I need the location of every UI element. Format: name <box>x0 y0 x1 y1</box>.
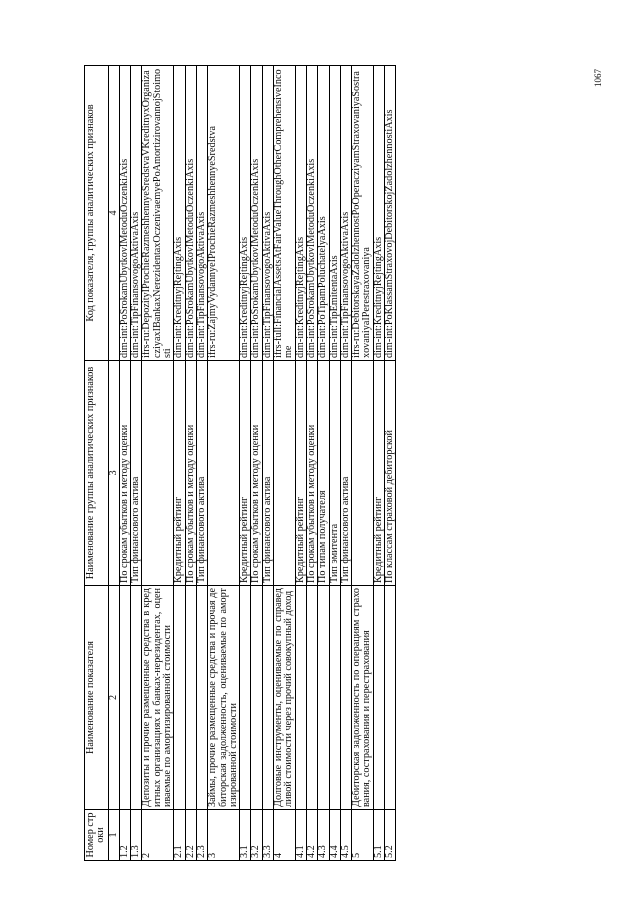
code-cell: ifrs-ru:DebitorskayaZadolzhennostPoOperacziyamStraxovaniyaSostraxovaniyaIPerestraxovaniya <box>352 66 374 361</box>
table-row <box>318 66 329 861</box>
table-row <box>385 66 396 861</box>
table-row <box>208 66 240 861</box>
indicator-name-cell <box>329 586 340 810</box>
group-name-cell: Тип эмитента <box>329 361 340 586</box>
indicator-name-cell <box>262 586 273 810</box>
indicator-name-cell <box>131 586 142 810</box>
indicator-name-cell <box>185 586 196 810</box>
indicator-name-cell: Дебиторская задолженность по операциям страхования, сострахования и перестрахования <box>352 586 374 810</box>
group-name-cell <box>274 361 296 586</box>
table-row <box>340 66 351 861</box>
indicator-name-cell <box>385 586 396 810</box>
code-cell: ifrs-ru:ZajmyVydannyeIProchieRazmeshhennyeSredstva <box>208 66 240 361</box>
group-name-cell: По срокам убытков и методу оценки <box>251 361 262 586</box>
col-index: 2 <box>108 586 119 810</box>
row-number-cell: 4.4 <box>329 810 340 861</box>
group-name-cell: Кредитный рейтинг <box>373 361 384 586</box>
indicator-name-cell: Депозиты и прочие размещенные средства в кредитных организациях и банках-нерезидентах, оцениваемые по амортизированной стоимости <box>142 586 174 810</box>
table-row <box>373 66 384 861</box>
indicator-name-cell <box>119 586 130 810</box>
row-number-cell: 1.2 <box>119 810 130 861</box>
group-name-cell: Кредитный рейтинг <box>174 361 185 586</box>
row-number-cell: 4.5 <box>340 810 351 861</box>
code-cell: dim-int:KreditnyjRejtingAxis <box>295 66 306 361</box>
group-name-cell: По классам страховой дебиторской <box>385 361 396 586</box>
row-number-cell: 3 <box>208 810 240 861</box>
col-index: 4 <box>108 66 119 361</box>
indicator-name-cell <box>251 586 262 810</box>
col-index: 1 <box>108 810 119 861</box>
group-name-cell: Тип финансового актива <box>196 361 207 586</box>
row-number-cell: 5.2 <box>385 810 396 861</box>
row-number-cell: 3.1 <box>240 810 251 861</box>
code-cell: dim-int:PoSrokamUbytkovIMetoduOczenkiAxis <box>185 66 196 361</box>
table-row <box>174 66 185 861</box>
indicator-name-cell: Долговые инструменты, оцениваемые по справедливой стоимости через прочий совокупный доход <box>274 586 296 810</box>
code-cell: dim-int:TipFinansovogoAktivaAxis <box>262 66 273 361</box>
table-row <box>119 66 130 861</box>
table-column-index-row <box>108 66 119 861</box>
row-number-cell: 4.1 <box>295 810 306 861</box>
group-name-cell: По типам получателя <box>318 361 329 586</box>
code-cell: dim-int:TipEmitentaAxis <box>329 66 340 361</box>
indicator-name-cell <box>174 586 185 810</box>
table-row <box>142 66 174 861</box>
group-name-cell: Тип финансового актива <box>340 361 351 586</box>
code-cell: dim-int:KreditnyjRejtingAxis <box>240 66 251 361</box>
group-name-cell <box>352 361 374 586</box>
code-cell: ifrs-ru:DepozityIProchieRazmeshhennyeSredstvaVKreditnyxOrganizacziyaxIBankaxNerezidentaxOczenivaemyePoAmortizirovannojStoimosti <box>142 66 174 361</box>
group-name-cell <box>142 361 174 586</box>
table-row <box>306 66 317 861</box>
indicator-name-cell <box>318 586 329 810</box>
header-indicator-name: Наименование показателя <box>85 586 109 810</box>
table-row <box>251 66 262 861</box>
row-number-cell: 2.1 <box>174 810 185 861</box>
group-name-cell: По срокам убытков и методу оценки <box>119 361 130 586</box>
code-cell: dim-int:TipFinansovogoAktivaAxis <box>196 66 207 361</box>
code-cell: dim-int:KreditnyjRejtingAxis <box>174 66 185 361</box>
table-row <box>131 66 142 861</box>
table-row <box>262 66 273 861</box>
indicator-name-cell: Займы, прочие размещенные средства и прочая дебиторская задолженность, оцениваемые по амортизированной стоимости <box>208 586 240 810</box>
table-body <box>119 66 395 861</box>
page-number: 1067 <box>593 69 603 87</box>
row-number-cell: 4 <box>274 810 296 861</box>
code-cell: dim-int:TipFinansovogoAktivaAxis <box>340 66 351 361</box>
table-row <box>185 66 196 861</box>
group-name-cell: Кредитный рейтинг <box>295 361 306 586</box>
indicator-name-cell <box>196 586 207 810</box>
code-cell: dim-int:PoSrokamUbytkovIMetoduOczenkiAxis <box>119 66 130 361</box>
code-cell: dim-int:PoSrokamUbytkovIMetoduOczenkiAxis <box>251 66 262 361</box>
row-number-cell: 1.3 <box>131 810 142 861</box>
table-row <box>352 66 374 861</box>
code-cell: dim-int:PoTipamPoluchatelyaAxis <box>318 66 329 361</box>
rotated-table-container <box>84 66 584 861</box>
table-row <box>274 66 296 861</box>
col-index: 3 <box>108 361 119 586</box>
table-header-row <box>85 66 109 861</box>
header-code: Код показателя, группы аналитических признаков <box>85 66 109 361</box>
header-row-number: Номер строки <box>85 810 109 861</box>
indicator-table <box>84 65 396 861</box>
row-number-cell: 4.2 <box>306 810 317 861</box>
row-number-cell: 2.2 <box>185 810 196 861</box>
table-row <box>295 66 306 861</box>
indicator-name-cell <box>295 586 306 810</box>
row-number-cell: 3.3 <box>262 810 273 861</box>
indicator-name-cell <box>240 586 251 810</box>
group-name-cell: Тип финансового актива <box>131 361 142 586</box>
row-number-cell: 2 <box>142 810 174 861</box>
table-row <box>329 66 340 861</box>
row-number-cell: 2.3 <box>196 810 207 861</box>
group-name-cell <box>208 361 240 586</box>
code-cell: dim-int:PoKlassamStraxovojDebitorskojZadolzhennostiAxis <box>385 66 396 361</box>
indicator-name-cell <box>340 586 351 810</box>
row-number-cell: 4.3 <box>318 810 329 861</box>
code-cell: dim-int:TipFinansovogoAktivaAxis <box>131 66 142 361</box>
group-name-cell: Тип финансового актива <box>262 361 273 586</box>
code-cell: dim-int:PoSrokamUbytkovIMetoduOczenkiAxis <box>306 66 317 361</box>
code-cell: dim-int:KreditnyjRejtingAxis <box>373 66 384 361</box>
table-row <box>240 66 251 861</box>
row-number-cell: 5.1 <box>373 810 384 861</box>
indicator-name-cell <box>306 586 317 810</box>
group-name-cell: По срокам убытков и методу оценки <box>306 361 317 586</box>
row-number-cell: 3.2 <box>251 810 262 861</box>
group-name-cell: Кредитный рейтинг <box>240 361 251 586</box>
table-row <box>196 66 207 861</box>
code-cell: ifrs-full:FinancialAssetsAtFairValueThroughOtherComprehensiveIncome <box>274 66 296 361</box>
row-number-cell: 5 <box>352 810 374 861</box>
header-group-name: Наименование группы аналитических признаков <box>85 361 109 586</box>
group-name-cell: По срокам убытков и методу оценки <box>185 361 196 586</box>
indicator-name-cell <box>373 586 384 810</box>
